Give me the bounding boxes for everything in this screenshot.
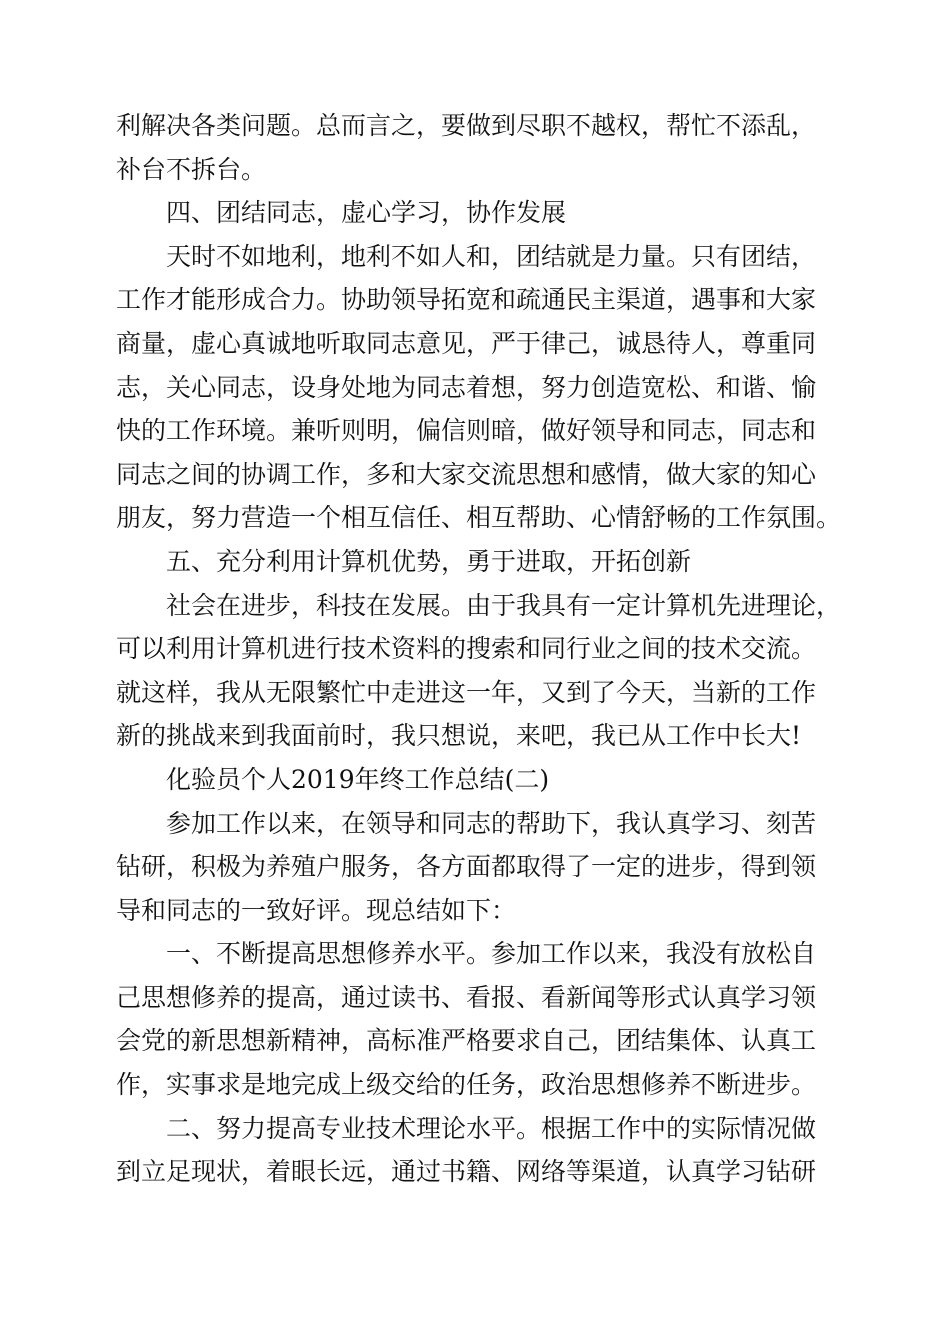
text-line: 己思想修养的提高，通过读书、看报、看新闻等形式认真学习领 — [116, 982, 817, 1012]
text-line: 工作才能形成合力。协助领导拓宽和疏通民主渠道，遇事和大家 — [116, 285, 817, 315]
paragraph-start: 参加工作以来，在领导和同志的帮助下，我认真学习、刻苦 — [166, 808, 817, 838]
paragraph-start: 二、努力提高专业技术理论水平。根据工作中的实际情况做 — [166, 1113, 817, 1143]
text-line: 朋友，努力营造一个相互信任、相互帮助、心情舒畅的工作氛围。 — [116, 503, 842, 533]
text-line: 商量，虚心真诚地听取同志意见，严于律己，诚恳待人，尊重同 — [116, 328, 817, 358]
section-heading: 五、充分利用计算机优势，勇于进取，开拓创新 — [166, 546, 692, 576]
text-line: 可以利用计算机进行技术资料的搜索和同行业之间的技术交流。 — [116, 634, 817, 664]
paragraph-start: 社会在进步，科技在发展。由于我具有一定计算机先进理论， — [166, 590, 842, 620]
text-line: 利解决各类问题。总而言之，要做到尽职不越权，帮忙不添乱， — [116, 111, 817, 140]
text-line: 快的工作环境。兼听则明，偏信则暗，做好领导和同志，同志和 — [116, 416, 817, 446]
text-line: 新的挑战来到我面前时，我只想说，来吧，我已从工作中长大! — [116, 721, 802, 751]
text-line: 就这样，我从无限繁忙中走进这一年，又到了今天，当新的工作 — [116, 677, 817, 707]
text-line: 同志之间的协调工作，多和大家交流思想和感情，做大家的知心 — [116, 459, 817, 489]
document-subtitle: 化验员个人2019年终工作总结(二) — [166, 764, 550, 794]
section-heading: 四、团结同志，虚心学习，协作发展 — [166, 198, 567, 228]
text-line: 导和同志的一致好评。现总结如下： — [116, 895, 517, 925]
text-line: 志，关心同志，设身处地为同志着想，努力创造宽松、和谐、愉 — [116, 372, 817, 402]
paragraph-start: 一、不断提高思想修养水平。参加工作以来，我没有放松自 — [166, 939, 817, 969]
text-line: 补台不拆台。 — [116, 154, 267, 184]
text-line: 到立足现状，着眼长远，通过书籍、网络等渠道，认真学习钻研 — [116, 1157, 817, 1187]
document-body — [116, 104, 841, 1194]
text-line: 会党的新思想新精神，高标准严格要求自己，团结集体、认真工 — [116, 1026, 817, 1056]
text-line: 作，实事求是地完成上级交给的任务，政治思想修养不断进步。 — [116, 1070, 817, 1100]
paragraph-start: 天时不如地利，地利不如人和，团结就是力量。只有团结， — [166, 241, 817, 271]
text-line: 钻研，积极为养殖户服务，各方面都取得了一定的进步，得到领 — [116, 852, 817, 882]
